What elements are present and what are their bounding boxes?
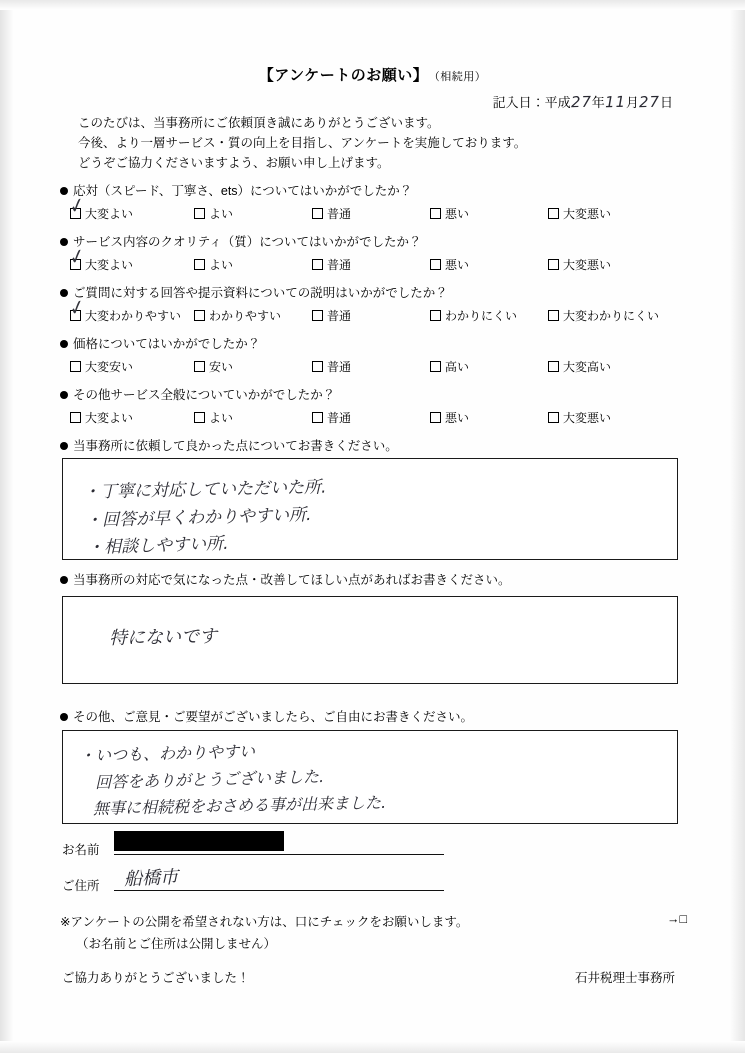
option-3-4[interactable] [430, 307, 517, 324]
option-label: 大変悪い [563, 207, 612, 221]
option-2-1[interactable] [68, 244, 134, 273]
checkbox[interactable] [548, 208, 559, 219]
address-field-value: 船橋市 [123, 867, 179, 890]
publication-notice-checkbox[interactable]: →□ [666, 912, 687, 926]
option-label: 普通 [327, 207, 352, 221]
option-label: 大変よい [85, 258, 134, 272]
option-label: 大変安い [85, 360, 134, 374]
page-title [0, 64, 745, 85]
question-1-options [60, 193, 700, 227]
option-label: 悪い [445, 207, 470, 221]
question-2-heading [60, 232, 700, 250]
page-title-main: 【アンケートのお願い】 [258, 67, 429, 84]
question-5 [60, 385, 700, 431]
question-1-heading [60, 181, 700, 199]
option-2-4[interactable] [430, 256, 469, 273]
handwritten-check-icon: ✓ [68, 295, 87, 322]
free-section-2-answer-box[interactable] [62, 596, 678, 684]
bullet-icon [60, 576, 68, 584]
free-section-2-label [60, 570, 511, 588]
handwritten-check-icon: ✓ [68, 193, 87, 220]
checkbox[interactable] [430, 361, 441, 372]
free-section-1-label [60, 436, 398, 454]
bullet-icon [60, 391, 68, 399]
option-5-2[interactable] [194, 409, 233, 426]
checkbox[interactable] [70, 310, 81, 321]
checkbox[interactable] [312, 208, 323, 219]
checkbox[interactable] [430, 259, 441, 270]
option-label: 普通 [327, 258, 352, 272]
question-4-heading [60, 334, 700, 352]
option-label: 悪い [445, 258, 470, 272]
intro-line-2: 今後、より一層サービス・質の向上を目指し、アンケートを実施しております。 [78, 136, 527, 150]
checkbox[interactable] [194, 310, 205, 321]
free-section-3-answer-line-2: 回答をありがとうございました. [94, 767, 325, 792]
scan-edge-left [0, 0, 14, 1053]
checkbox[interactable] [312, 361, 323, 372]
scan-edge-top [0, 0, 745, 10]
option-2-3[interactable] [312, 256, 351, 273]
free-section-3-answer-line-3: 無事に相続税をおさめる事が出来ました. [92, 792, 387, 819]
bullet-icon [60, 442, 68, 450]
option-4-1[interactable] [70, 358, 133, 375]
checkbox[interactable] [312, 412, 323, 423]
name-redaction-bar [114, 831, 284, 851]
option-label: 大変よい [85, 207, 134, 221]
checkbox[interactable] [194, 208, 205, 219]
question-3 [60, 283, 700, 329]
question-3-heading [60, 283, 700, 301]
option-2-2[interactable] [194, 256, 233, 273]
thanks-message: ご協力ありがとうございました！ [62, 971, 250, 985]
option-1-1[interactable] [68, 193, 134, 222]
address-field-underline[interactable] [114, 890, 444, 891]
office-name: 石井税理士事務所 [574, 971, 675, 985]
option-3-2[interactable] [194, 307, 281, 324]
option-label: 大変高い [563, 360, 612, 374]
free-section-3-answer-box[interactable] [62, 730, 678, 824]
option-3-1[interactable] [68, 295, 182, 324]
scan-edge-right [729, 0, 745, 1053]
checkbox[interactable] [548, 259, 559, 270]
option-label: 普通 [327, 360, 352, 374]
question-2-heading-text: サービス内容のクオリティ（質）についてはいかがでしたか？ [73, 235, 422, 249]
option-label: 普通 [327, 411, 352, 425]
free-section-3-answer-line-1: ・いつも、わかりやすい [78, 741, 256, 766]
option-label: よい [209, 258, 234, 272]
question-4-options [60, 358, 700, 380]
question-4 [60, 334, 700, 380]
entry-date [493, 92, 673, 111]
question-5-options [60, 409, 700, 431]
option-4-3[interactable] [312, 358, 351, 375]
checkbox[interactable] [430, 412, 441, 423]
option-5-4[interactable] [430, 409, 469, 426]
option-1-5[interactable] [548, 205, 611, 222]
option-label: わかりにくい [445, 309, 518, 323]
entry-date-month: 11 [604, 92, 627, 112]
checkbox[interactable] [70, 259, 81, 270]
checkbox[interactable] [70, 412, 81, 423]
checkbox[interactable] [194, 361, 205, 372]
bullet-icon [60, 238, 68, 246]
question-2-options [60, 244, 700, 278]
option-label: 普通 [327, 309, 352, 323]
option-5-1[interactable] [70, 409, 133, 426]
checkbox[interactable] [70, 361, 81, 372]
checkbox[interactable] [548, 361, 559, 372]
free-section-1-answer-line-1: ・丁寧に対応していただいた所. [82, 477, 327, 503]
bullet-icon [60, 713, 68, 721]
checkbox[interactable] [194, 412, 205, 423]
free-section-1-answer-box[interactable] [62, 458, 678, 560]
intro-line-3: どうぞご協力くださいますよう、お願い申し上げます。 [78, 156, 390, 170]
option-label: わかりやすい [209, 309, 282, 323]
option-1-2[interactable] [194, 205, 233, 222]
option-2-5[interactable] [548, 256, 611, 273]
option-4-2[interactable] [194, 358, 233, 375]
question-1 [60, 181, 700, 227]
question-3-options [60, 295, 700, 329]
question-1-heading-text: 応対（スピード、丁寧さ、ets）についてはいかがでしたか？ [73, 184, 413, 198]
publication-notice-line-1: ※アンケートの公開を希望されない方は、口にチェックをお願いします。 [60, 915, 469, 929]
checkbox[interactable] [70, 208, 81, 219]
free-section-1-answer-line-3: ・相談しやすい所. [86, 533, 229, 559]
option-label: 安い [209, 360, 234, 374]
option-label: よい [209, 411, 234, 425]
free-section-1-answer-line-2: ・回答が早くわかりやすい所. [84, 505, 312, 531]
name-field-underline[interactable] [114, 854, 444, 855]
entry-date-day: 27 [638, 92, 661, 112]
option-1-3[interactable] [312, 205, 351, 222]
question-3-heading-text: ご質問に対する回答や提示資料についての説明はいかがでしたか？ [73, 286, 448, 300]
page-title-note: （相続用） [434, 71, 487, 83]
checkbox[interactable] [548, 310, 559, 321]
scan-edge-bottom [0, 1041, 745, 1053]
question-5-heading-text: その他サービス全般についていかがでしたか？ [73, 388, 336, 402]
free-section-2-answer-line-1: 特にないです [108, 626, 218, 649]
option-label: 高い [445, 360, 470, 374]
handwritten-check-icon: ✓ [68, 244, 87, 271]
bullet-icon [60, 289, 68, 297]
bullet-icon [60, 187, 68, 195]
checkbox[interactable] [430, 310, 441, 321]
intro-paragraph [78, 113, 526, 173]
option-label: 大変悪い [563, 258, 612, 272]
option-label: よい [209, 207, 234, 221]
question-5-heading [60, 385, 700, 403]
entry-date-year: 27 [570, 92, 592, 112]
free-section-3-label-text: その他、ご意見・ご要望がございましたら、ご自由にお書きください。 [73, 710, 474, 724]
free-section-3-label [60, 707, 473, 725]
entry-date-month-unit: 月 [625, 95, 639, 110]
option-label: 悪い [445, 411, 470, 425]
entry-date-year-unit: 年 [591, 95, 605, 110]
entry-date-day-unit: 日 [659, 95, 673, 110]
option-5-5[interactable] [548, 409, 611, 426]
checkbox[interactable] [312, 310, 323, 321]
option-4-4[interactable] [430, 358, 469, 375]
checkbox[interactable] [430, 208, 441, 219]
option-5-3[interactable] [312, 409, 351, 426]
checkbox[interactable] [548, 412, 559, 423]
free-section-2-label-text: 当事務所の対応で気になった点・改善してほしい点があればお書きください。 [73, 573, 511, 587]
option-label: 大変わかりやすい [85, 309, 182, 323]
bullet-icon [60, 340, 68, 348]
question-2 [60, 232, 700, 278]
intro-line-1: このたびは、当事務所にご依頼頂き誠にありがとうございます。 [78, 116, 440, 130]
publication-notice-line-2: （お名前とご住所は公開しません） [76, 937, 277, 951]
name-field-label: お名前 [62, 843, 100, 857]
option-label: 大変わかりにくい [563, 309, 660, 323]
option-1-4[interactable] [430, 205, 469, 222]
option-4-5[interactable] [548, 358, 611, 375]
address-field-label: ご住所 [62, 879, 100, 893]
entry-date-label: 記入日：平成 [492, 95, 571, 110]
option-label: 大変よい [85, 411, 134, 425]
option-3-3[interactable] [312, 307, 351, 324]
checkbox[interactable] [194, 259, 205, 270]
question-4-heading-text: 価格についてはいかがでしたか？ [73, 337, 261, 351]
checkbox[interactable] [312, 259, 323, 270]
option-3-5[interactable] [548, 307, 659, 324]
option-label: 大変悪い [563, 411, 612, 425]
free-section-1-label-text: 当事務所に依頼して良かった点についてお書きください。 [73, 439, 398, 453]
